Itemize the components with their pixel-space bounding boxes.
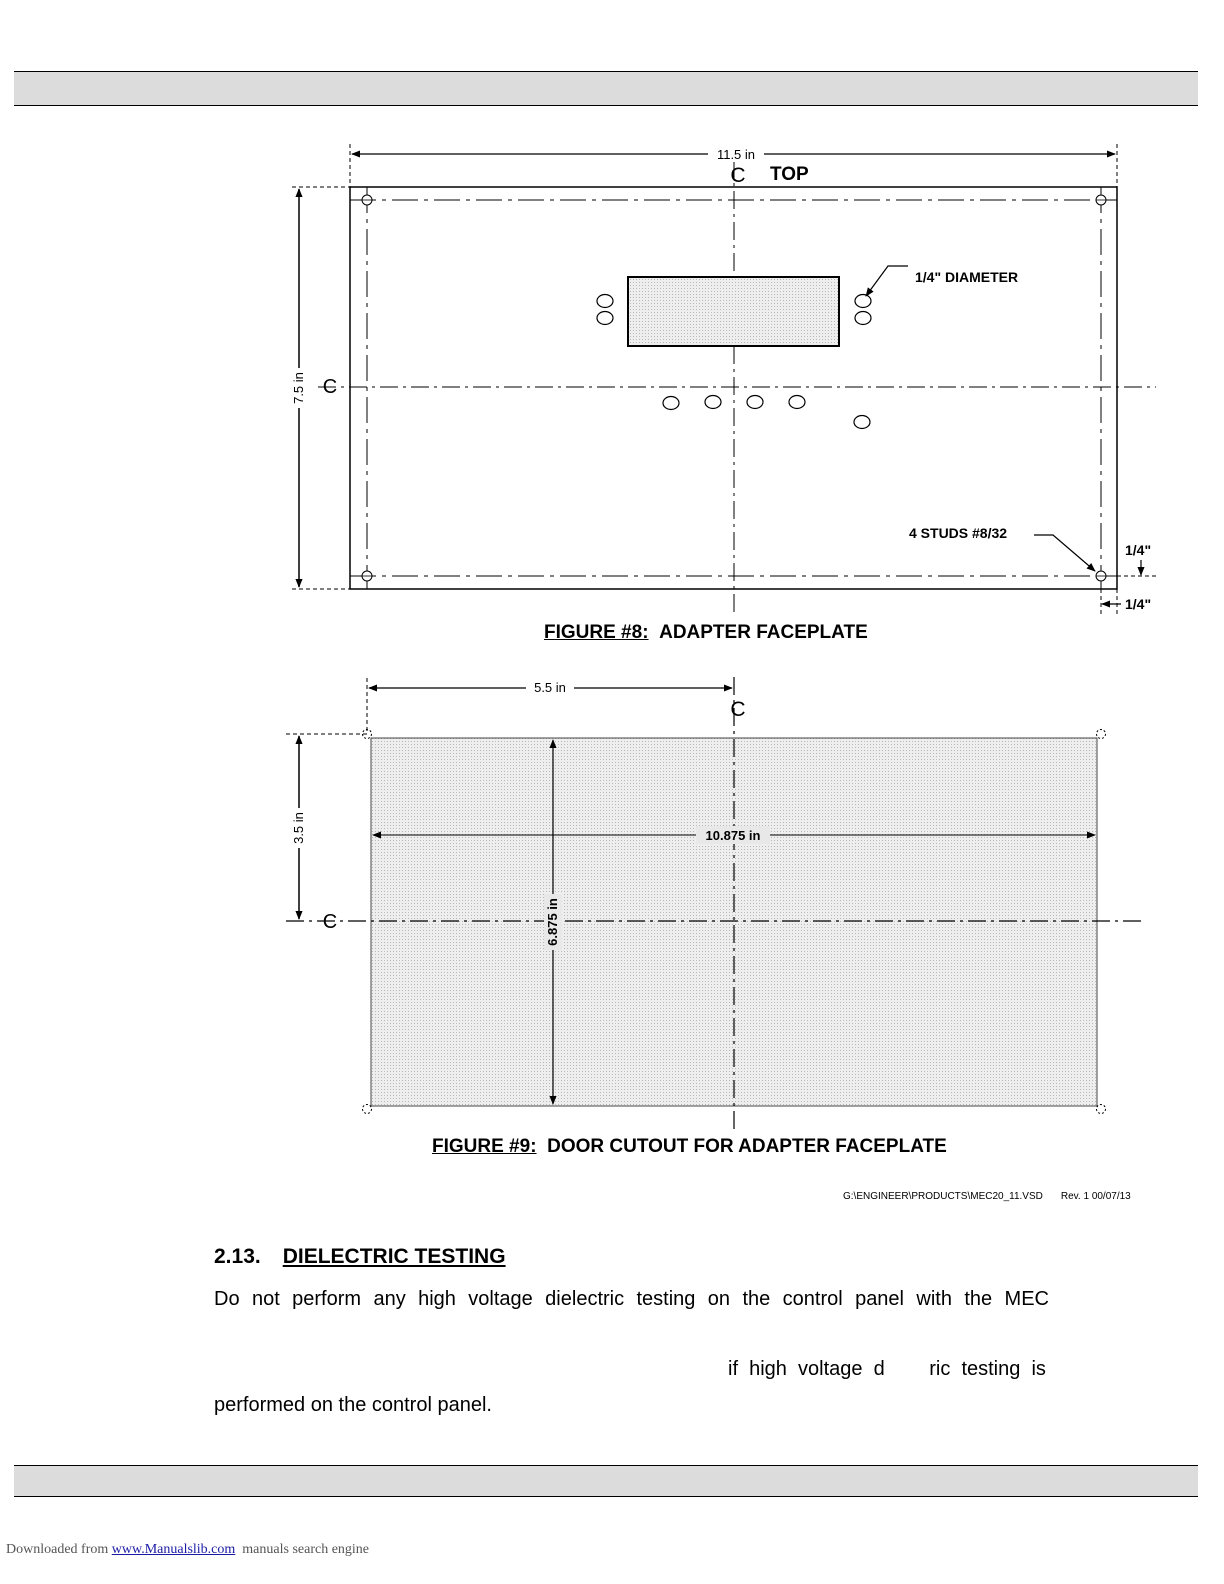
section-heading [214,1245,506,1269]
width-dimension-label: 11.5 in [716,147,756,162]
half-width-dimension-label: 5.5 in [534,680,566,695]
centerline-symbol-horizontal: C [322,376,338,398]
manualslib-link[interactable]: www.Manualslib.com [111,1542,236,1557]
figure-8-title: ADAPTER FACEPLATE [659,622,868,643]
offset-horizontal-label: 1/4" [1125,596,1152,612]
half-height-dimension-label: 3.5 in [291,812,306,844]
figure-8-number: FIGURE #8: [544,622,649,643]
studs-leader [1034,535,1095,571]
section-title: DIELECTRIC TESTING [282,1245,506,1268]
extension-lines-fig8 [292,144,1156,614]
extension-lines-fig9 [286,678,367,734]
width-dimension-label-fig9: 10.875 in [705,828,761,843]
figure-9-number: FIGURE #9: [432,1136,537,1157]
figure-8-adapter-faceplate [291,144,1156,614]
footer-prefix: Downloaded from [6,1542,109,1557]
figure-9-title: DOOR CUTOUT FOR ADAPTER FACEPLATE [547,1136,947,1157]
figure-8-caption [544,622,868,644]
footer-suffix: manuals search engine [242,1542,370,1557]
height-dimension-label-fig9: 6.875 in [545,898,560,946]
figure-9-door-cutout [286,677,1142,1130]
centerline-symbol-horizontal-fig9: C [322,911,338,933]
body-text-line-1: Do not perform any high voltage dielectric testing on the control panel with the MEC [214,1288,1049,1310]
footer-band [14,1465,1198,1497]
centerline-symbol-vertical: C [730,164,746,187]
display-window [628,277,839,346]
top-label: TOP [770,164,809,185]
file-path: G:\ENGINEER\PRODUCTS\MEC20_11.VSD [843,1191,1043,1202]
revision: Rev. 1 00/07/13 [1060,1191,1131,1202]
drawing-file-reference [843,1191,1131,1202]
download-footer [6,1542,369,1558]
diameter-note: 1/4" DIAMETER [915,269,1019,285]
body-text-line-2: if high voltage d ric testing is [728,1358,1046,1380]
body-text-line-3: performed on the control panel. [214,1394,492,1416]
diameter-leader [866,266,908,296]
centerlines-fig8 [318,160,1156,612]
centerline-symbol-vertical-fig9: C [730,698,746,721]
figure-9-caption [432,1136,947,1158]
section-number: 2.13. [214,1245,261,1268]
height-dimension-label: 7.5 in [291,372,306,404]
offset-vertical-label: 1/4" [1125,542,1152,558]
studs-note: 4 STUDS #8/32 [909,525,1008,541]
